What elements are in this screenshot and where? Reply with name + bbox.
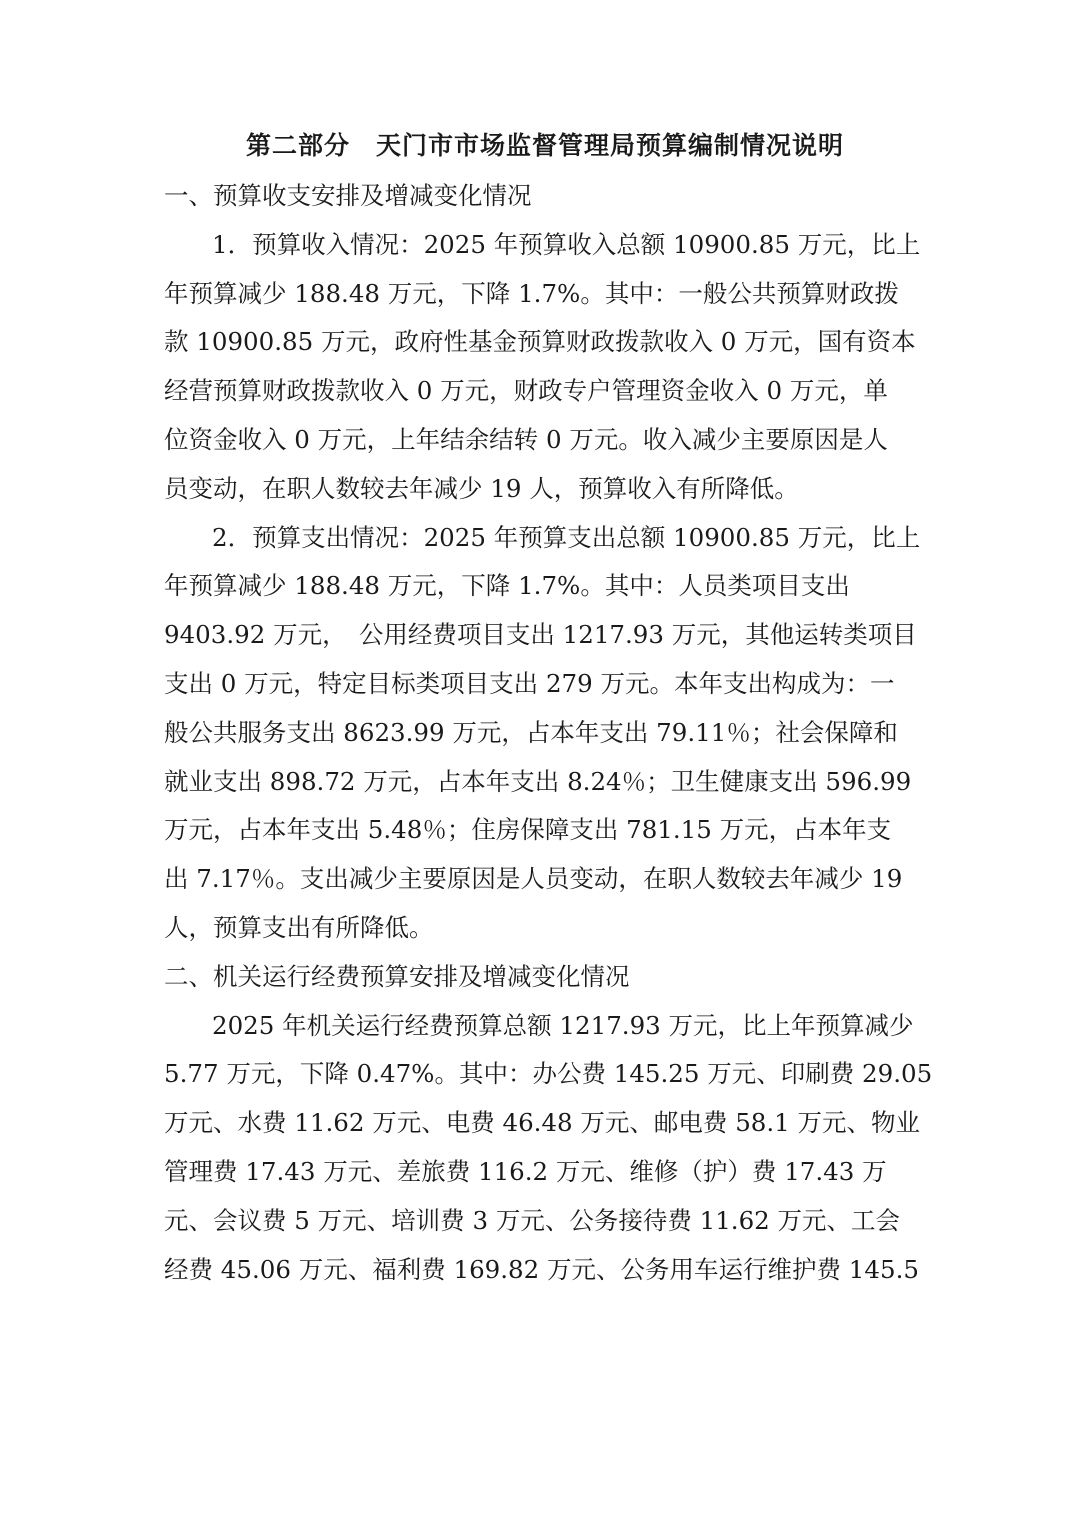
paragraph-line: 1．预算收入情况：2025 年预算收入总额 10900.85 万元，比上	[212, 229, 921, 259]
paragraph-line: 万元、水费 11.62 万元、电费 46.48 万元、邮电费 58.1 万元、物业	[164, 1108, 921, 1138]
paragraph-line: 管理费 17.43 万元、差旅费 116.2 万元、维修（护）费 17.43 万	[164, 1156, 887, 1186]
document-body	[164, 176, 933, 1298]
section-heading-1: 一、预算收支安排及增减变化情况	[164, 181, 532, 210]
section-heading-2: 二、机关运行经费预算安排及增减变化情况	[164, 961, 630, 991]
paragraph-line: 万元，占本年支出 5.48％；住房保障支出 781.15 万元，占本年支	[164, 815, 892, 845]
paragraph-line: 9403.92 万元， 公用经费项目支出 1217.93 万元，其他运转类项目	[164, 620, 917, 650]
paragraph-line: 人，预算支出有所降低。	[164, 912, 434, 942]
paragraph-line: 支出 0 万元，特定目标类项目支出 279 万元。本年支出构成为：一	[164, 668, 895, 698]
paragraph-line: 年预算减少 188.48 万元，下降 1.7%。其中：一般公共预算财政拨	[164, 278, 899, 308]
document-title: 第二部分 天门市市场监督管理局预算编制情况说明	[245, 131, 844, 160]
paragraph-line: 员变动，在职人数较去年减少 19 人，预算收入有所降低。	[164, 473, 799, 503]
paragraph-line: 位资金收入 0 万元，上年结余结转 0 万元。收入减少主要原因是人	[164, 424, 888, 454]
paragraph-line: 2025 年机关运行经费预算总额 1217.93 万元，比上年预算减少	[212, 1010, 914, 1040]
paragraph-line: 经费 45.06 万元、福利费 169.82 万元、公务用车运行维护费 145.5	[164, 1254, 919, 1284]
paragraph-line: 5.77 万元，下降 0.47%。其中：办公费 145.25 万元、印刷费 29.05	[164, 1059, 933, 1089]
paragraph-line: 2．预算支出情况：2025 年预算支出总额 10900.85 万元，比上	[212, 522, 921, 552]
paragraph-line: 年预算减少 188.48 万元，下降 1.7%。其中：人员类项目支出	[164, 571, 850, 601]
paragraph-line: 出 7.17％。支出减少主要原因是人员变动，在职人数较去年减少 19	[164, 864, 903, 894]
paragraph-line: 经营预算财政拨款收入 0 万元，财政专户管理资金收入 0 万元，单	[164, 376, 888, 406]
paragraph-line: 般公共服务支出 8623.99 万元，占本年支出 79.11％；社会保障和	[164, 717, 898, 747]
paragraph-line: 元、会议费 5 万元、培训费 3 万元、公务接待费 11.62 万元、工会	[164, 1205, 901, 1235]
paragraph-line: 就业支出 898.72 万元，占本年支出 8.24％；卫生健康支出 596.99	[164, 766, 912, 796]
paragraph-line: 款 10900.85 万元，政府性基金预算财政拨款收入 0 万元，国有资本	[164, 327, 916, 357]
